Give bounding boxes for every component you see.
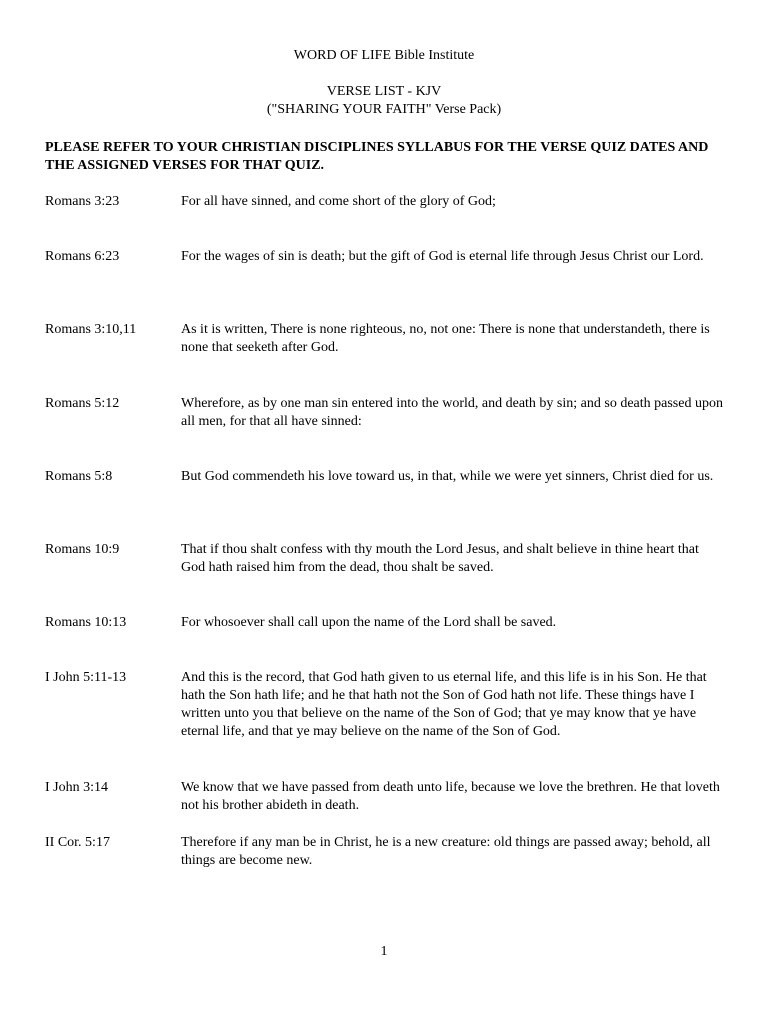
verse-reference: II Cor. 5:17	[45, 835, 110, 850]
verse-text: For the wages of sin is death; but the gift of God is eternal life through Jesus Christ our Lord.	[181, 249, 704, 264]
verse-reference: Romans 3:10,11	[45, 322, 137, 337]
verse-reference: I John 3:14	[45, 780, 108, 795]
verse-text: But God commendeth his love toward us, in that, while we were yet sinners, Christ died for us.	[181, 469, 714, 484]
institute-title: WORD OF LIFE Bible Institute	[293, 48, 475, 63]
verse-text: As it is written, There is none righteous, no, not one: There is none that understandeth, there is none that seeketh after God.	[181, 322, 710, 355]
verse-text: We know that we have passed from death unto life, because we love the brethren. He that loveth not his brother abideth in death.	[181, 780, 720, 813]
quiz-notice: PLEASE REFER TO YOUR CHRISTIAN DISCIPLINES SYLLABUS FOR THE VERSE QUIZ DATES AND THE ASSIGNED VERSES FOR THAT QUIZ.	[45, 140, 709, 173]
verse-pack-name: ("SHARING YOUR FAITH" Verse Pack)	[266, 102, 502, 117]
verse-reference: Romans 5:12	[45, 396, 120, 411]
verse-reference: Romans 6:23	[45, 249, 120, 264]
verse-reference: Romans 10:9	[45, 542, 120, 557]
verse-text: Wherefore, as by one man sin entered into the world, and death by sin; and so death passed upon all men, for that all have sinned:	[181, 396, 723, 429]
verse-text: For all have sinned, and come short of the glory of God;	[181, 194, 496, 209]
verse-reference: Romans 10:13	[45, 615, 127, 630]
verse-text: For whosoever shall call upon the name of the Lord shall be saved.	[181, 615, 557, 630]
verse-text: Therefore if any man be in Christ, he is a new creature: old things are passed away; behold, all things are become new.	[181, 835, 711, 868]
verse-reference: Romans 3:23	[45, 194, 120, 209]
verse-text: That if thou shalt confess with thy mouth the Lord Jesus, and shalt believe in thine heart that God hath raised him from the dead, thou shalt be saved.	[181, 542, 699, 575]
page-number: 1	[380, 944, 388, 959]
verse-reference: Romans 5:8	[45, 469, 113, 484]
verse-list-title: VERSE LIST - KJV	[326, 84, 442, 99]
verse-text: And this is the record, that God hath given to us eternal life, and this life is in his Son. He that hath the Son hath life; and he that hath not the Son of God hath not life. These things have I written unto you that believe on the name of the Son of God; that ye may know that ye have eternal life, and that ye may believe on the name of the Son of God.	[181, 670, 707, 739]
verse-reference: I John 5:11-13	[45, 670, 127, 685]
